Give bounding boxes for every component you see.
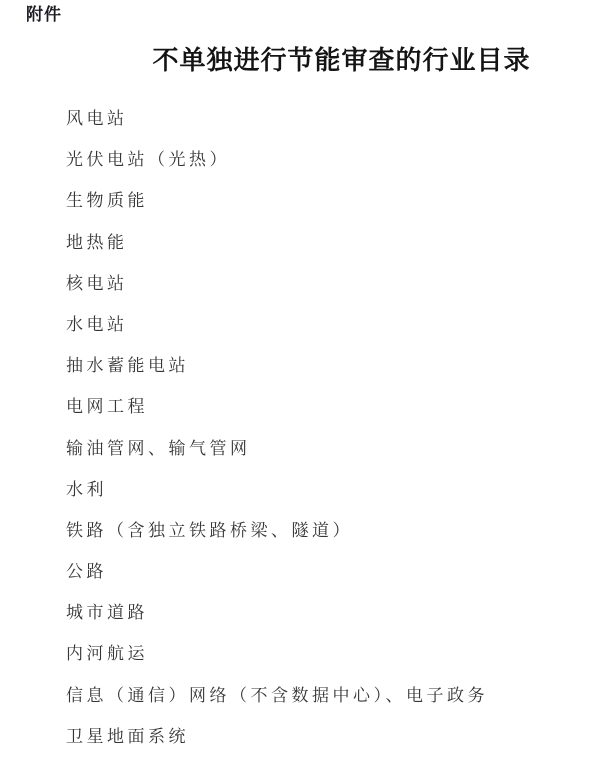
- list-item: 光伏电站（光热）: [66, 150, 230, 170]
- list-item: 水电站: [66, 314, 128, 334]
- list-item: 城市道路: [66, 603, 148, 623]
- list-item: 风电站: [66, 109, 128, 128]
- list-item: 水利: [66, 479, 107, 499]
- list-item: 输油管网、输气管网: [66, 438, 251, 458]
- attachment-label: 附件: [26, 5, 62, 24]
- list-item: 内河航运: [66, 644, 148, 664]
- list-item: 信息（通信）网络（不含数据中心）、电子政务: [66, 685, 488, 705]
- list-item: 地热能: [66, 232, 128, 252]
- list-item: 卫星地面系统: [66, 726, 189, 746]
- list-item: 生物质能: [66, 191, 148, 211]
- list-item: 电网工程: [66, 397, 148, 417]
- list-item: 公路: [66, 562, 107, 582]
- list-item: 铁路（含独立铁路桥梁、隧道）: [66, 520, 353, 540]
- page-title: 不单独进行节能审查的行业目录: [152, 46, 531, 75]
- list-item: 抽水蓄能电站: [66, 356, 189, 376]
- list-item: 核电站: [66, 273, 128, 293]
- industry-list: [66, 98, 597, 757]
